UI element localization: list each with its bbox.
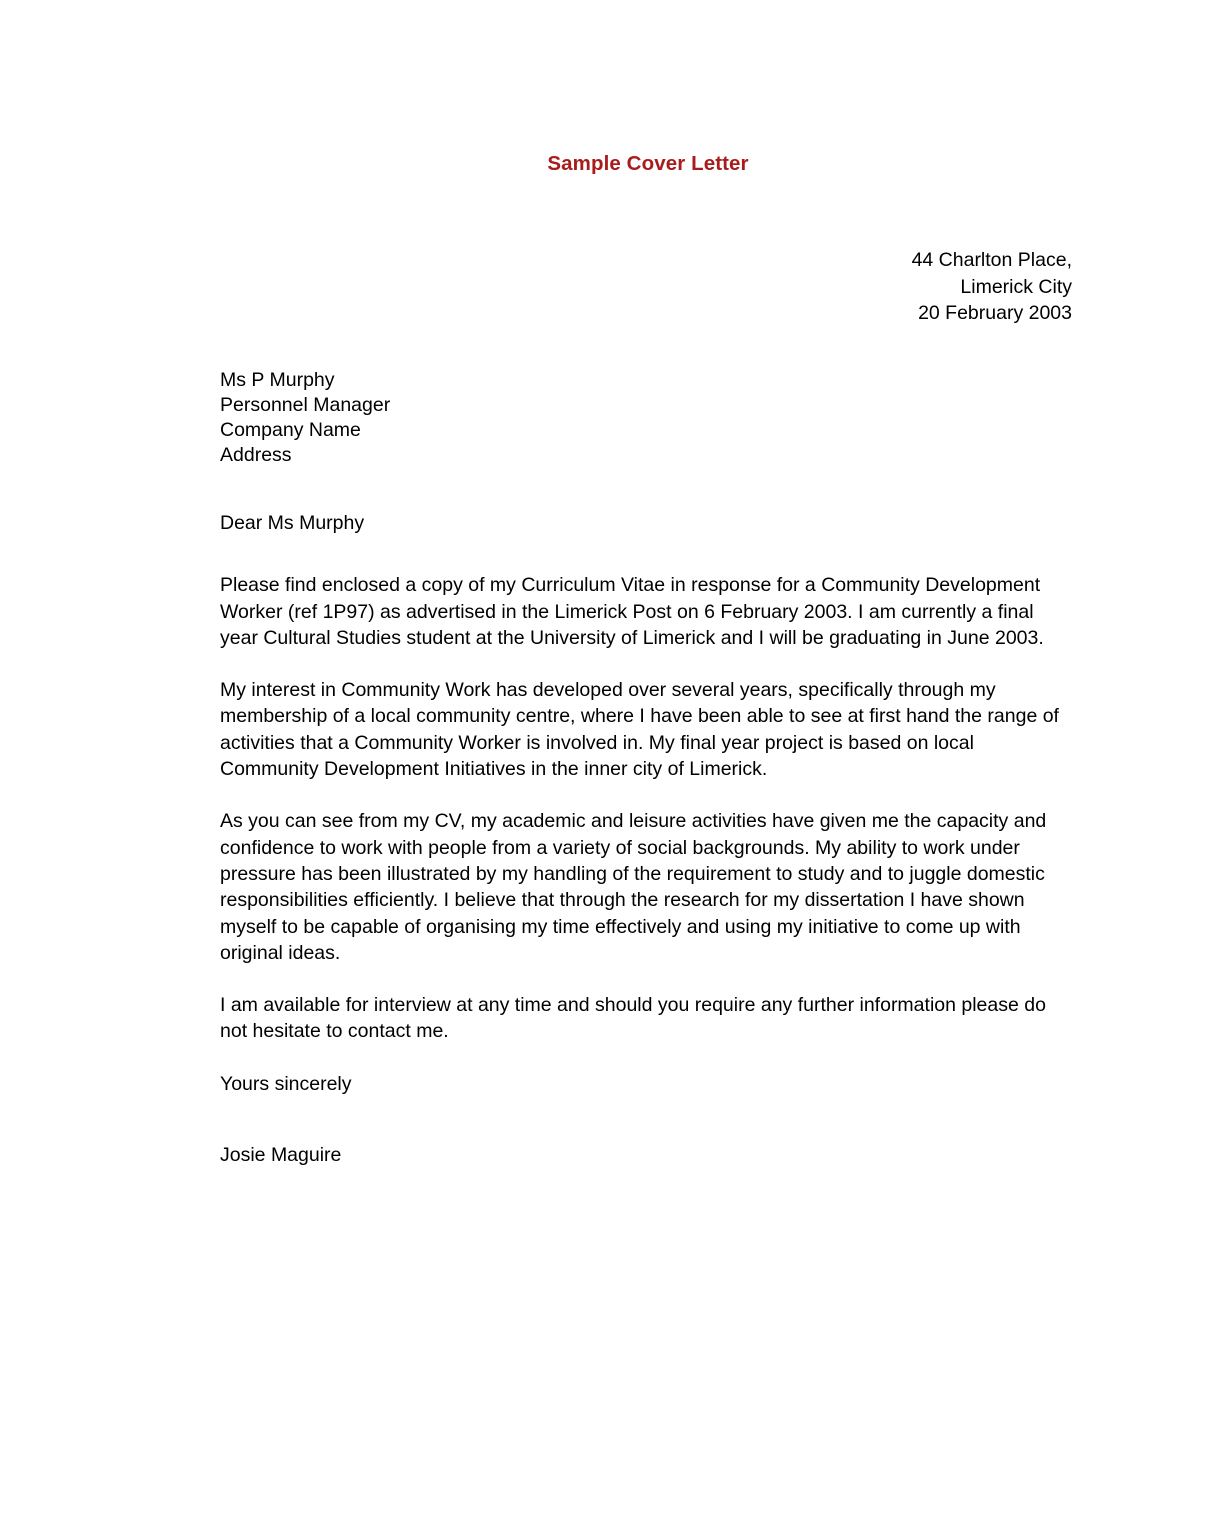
recipient-name: Ms P Murphy bbox=[220, 369, 335, 391]
recipient-job-title: Personnel Manager bbox=[220, 394, 391, 416]
body-paragraph-1: Please find enclosed a copy of my Curriculum Vitae in response for a Community Development Worker (ref 1P97) as advertised in the Limerick Post on 6 February 2003. I am currently a final year Cultural Studies student at the University of Limerick and I will be graduating in June 2003. bbox=[220, 574, 1044, 649]
sender-street: 44 Charlton Place, bbox=[911, 249, 1072, 271]
letter-body bbox=[220, 510, 1076, 1168]
sender-address-block bbox=[220, 247, 1072, 327]
letter-date: 20 February 2003 bbox=[918, 302, 1072, 324]
body-paragraph-3: As you can see from my CV, my academic and leisure activities have given me the capacity and confidence to work with people from a variety of social backgrounds. My ability to work under pressure has been illustrated by my handling of the requirement to study and to juggle domestic responsibilities efficiently. I believe that through the research for my dissertation I have shown myself to be capable of organising my time effectively and using my initiative to come up with original ideas. bbox=[220, 810, 1047, 964]
recipient-company: Company Name bbox=[220, 419, 361, 441]
body-paragraph-4: I am available for interview at any time and should you require any further information please do not hesitate to contact me. bbox=[220, 994, 1046, 1043]
body-paragraph-2: My interest in Community Work has developed over several years, specifically through my membership of a local community centre, where I have been able to see at first hand the range of activities that a Community Worker is involved in. My final year project is based on local Community Development Initiatives in the inner city of Limerick. bbox=[220, 679, 1059, 781]
closing-salutation: Yours sincerely bbox=[220, 1072, 352, 1095]
page-title: Sample Cover Letter bbox=[547, 152, 749, 175]
signature-space bbox=[220, 1097, 1076, 1142]
salutation: Dear Ms Murphy bbox=[220, 512, 365, 534]
recipient-address: Address bbox=[220, 444, 292, 466]
sender-city: Limerick City bbox=[960, 275, 1072, 298]
recipient-address-block bbox=[220, 368, 920, 468]
signature-name: Josie Maguire bbox=[220, 1144, 342, 1167]
